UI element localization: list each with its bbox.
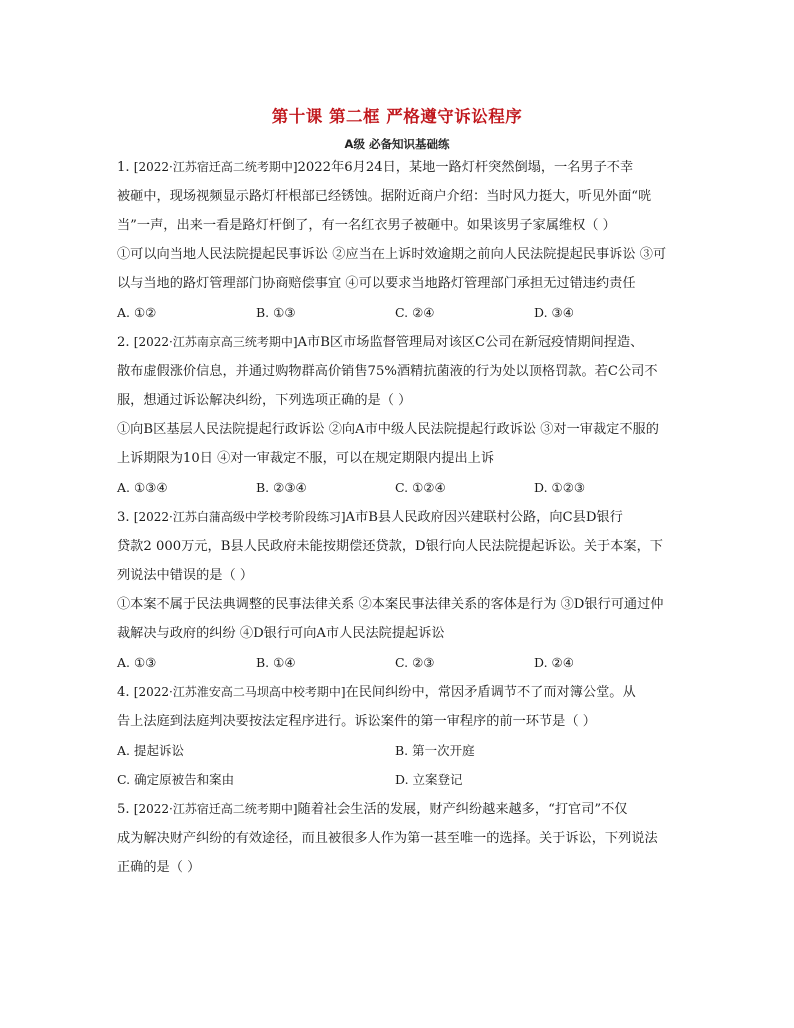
option-c[interactable]: C. ②③: [395, 655, 435, 670]
question-number: 3.: [117, 510, 130, 525]
question-source: [2022·江苏淮安高二马坝高中校考期中]: [133, 685, 346, 699]
question-number: 4.: [117, 685, 130, 700]
question-stem-line: 贷款2 000万元，B县人民政府未能按期偿还贷款，D银行向人民法院提起诉讼。关于本案，下: [117, 539, 663, 554]
question-stem-line: 成为解决财产纠纷的有效途径，而且被很多人作为第一甚至唯一的选择。关于诉讼，下列说法: [117, 831, 658, 846]
question-stem-line: 当”一声，出来一看是路灯杆倒了，有一名红衣男子被砸中。如果该男子家属维权（ ）: [117, 218, 616, 233]
option-c[interactable]: C. 确定原被告和案由: [117, 772, 235, 787]
statement-line: ①可以向当地人民法院提起民事诉讼 ②应当在上诉时效逾期之前向人民法院提起民事诉讼 ③可: [117, 247, 667, 262]
statement-line: 上诉期限为10日 ④对一审裁定不服，可以在规定期限内提出上诉: [117, 451, 495, 466]
answer-options: [117, 654, 677, 672]
question-stem-line: 正确的是（ ）: [117, 860, 201, 875]
option-a[interactable]: A. ①③: [117, 655, 157, 670]
question-list: [117, 158, 677, 888]
question-stem-line: 列说法中错误的是（ ）: [117, 568, 254, 583]
answer-options: [117, 304, 677, 322]
option-a[interactable]: A. ①②: [117, 305, 157, 320]
answer-options: [117, 771, 677, 789]
question-stem-line: 告上法庭到法庭判决要按法定程序进行。诉讼案件的第一审程序的前一环节是（ ）: [117, 714, 596, 729]
question-5: [117, 800, 677, 877]
option-a[interactable]: A. 提起诉讼: [117, 743, 184, 758]
question-source: [2022·江苏宿迁高二统考期中]: [133, 160, 298, 174]
option-b[interactable]: B. ①④: [256, 655, 296, 670]
question-stem-line: 被砸中，现场视频显示路灯杆根部已经锈蚀。据附近商户介绍：当时风力挺大，听见外面“咣: [117, 189, 652, 204]
question-stem-line: 2. [2022·江苏南京高三统考期中]A市B区市场监督管理局对该区C公司在新冠疫情期间捏造、: [117, 335, 644, 350]
statement-line: ①本案不属于民法典调整的民事法律关系 ②本案民事法律关系的客体是行为 ③D银行可通过仲: [117, 597, 664, 612]
option-b[interactable]: B. ①③: [256, 305, 296, 320]
question-number: 2.: [117, 335, 130, 350]
question-stem-line: 4. [2022·江苏淮安高二马坝高中校考期中]在民间纠纷中，常因矛盾调节不了而对簿公堂。从: [117, 685, 636, 700]
option-b[interactable]: B. ②③④: [256, 480, 307, 495]
option-d[interactable]: D. ②④: [534, 655, 574, 670]
option-d[interactable]: D. 立案登记: [395, 772, 463, 787]
option-d[interactable]: D. ①②③: [534, 480, 586, 495]
question-number: 5.: [117, 802, 130, 817]
answer-options: [117, 742, 677, 760]
page-title: 第十课 第二框 严格遵守诉讼程序: [271, 107, 523, 126]
option-a[interactable]: A. ①③④: [117, 480, 168, 495]
option-d[interactable]: D. ③④: [534, 305, 574, 320]
statement-line: 以与当地的路灯管理部门协商赔偿事宜 ④可以要求当地路灯管理部门承担无过错违约责任: [117, 276, 636, 291]
option-c[interactable]: C. ②④: [395, 305, 435, 320]
question-source: [2022·江苏白蒲高级中学校考阶段练习]: [133, 510, 346, 524]
question-source: [2022·江苏宿迁高二统考期中]: [133, 802, 298, 816]
question-2: [117, 333, 677, 497]
section-subtitle: A级 必备知识基础练: [344, 137, 450, 151]
question-stem-line: 1. [2022·江苏宿迁高二统考期中]2022年6月24日，某地一路灯杆突然倒塌，一名男子不幸: [117, 160, 634, 175]
question-source: [2022·江苏南京高三统考期中]: [133, 335, 298, 349]
question-stem-line: 5. [2022·江苏宿迁高二统考期中]随着社会生活的发展，财产纠纷越来越多，“打官司”不仅: [117, 802, 628, 817]
question-4: [117, 683, 677, 789]
question-3: [117, 508, 677, 672]
question-number: 1.: [117, 160, 130, 175]
answer-options: [117, 479, 677, 497]
statement-line: 裁解决与政府的纠纷 ④D银行可向A市人民法院提起诉讼: [117, 626, 445, 641]
question-stem-line: 服，想通过诉讼解决纠纷，下列选项正确的是（ ）: [117, 393, 412, 408]
option-b[interactable]: B. 第一次开庭: [395, 743, 475, 758]
statement-line: ①向B区基层人民法院提起行政诉讼 ②向A市中级人民法院提起行政诉讼 ③对一审裁定不服的: [117, 422, 659, 437]
question-stem-line: 散布虚假涨价信息，并通过购物群高价销售75%酒精抗菌液的行为处以顶格罚款。若C公司不: [117, 364, 658, 379]
question-stem-line: 3. [2022·江苏白蒲高级中学校考阶段练习]A市B县人民政府因兴建联村公路，向C县D银行: [117, 510, 623, 525]
option-c[interactable]: C. ①②④: [395, 480, 446, 495]
question-1: [117, 158, 677, 322]
